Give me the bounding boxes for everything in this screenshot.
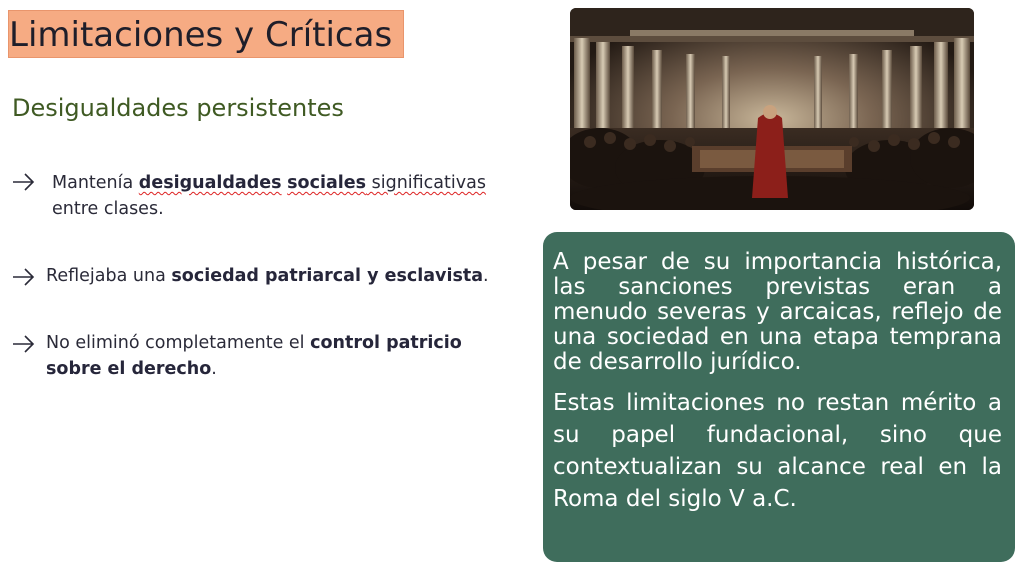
bullet-bold: control patricio	[310, 333, 462, 353]
summary-panel	[543, 232, 1015, 562]
arrow-right-icon	[12, 172, 36, 192]
bullet-text: Mantenía	[52, 173, 139, 193]
bullet-bold: desigualdades	[138, 173, 282, 193]
panel-paragraph-1: A pesar de su importancia histórica, las sanciones previstas eran a menudo severas y arcaicas, reflejo de una sociedad en una etapa temprana de desarrollo jurídico.	[553, 249, 1002, 375]
section-subtitle: Desigualdades persistentes	[12, 94, 344, 122]
senate-illustration	[570, 8, 974, 210]
bullet-item-1	[52, 170, 512, 222]
bullet-bold: sobre el derecho	[46, 359, 212, 379]
page-title: Limitaciones y Críticas	[9, 15, 393, 55]
bullet-text: entre clases.	[52, 199, 164, 219]
arrow-right-icon	[12, 334, 36, 354]
bullet-item-3: No eliminó completamente el control patricio sobre el derecho.	[46, 333, 462, 379]
bullet-text: significativas	[366, 173, 486, 193]
arrow-right-icon	[12, 267, 36, 287]
bullet-item-2: Reflejaba una sociedad patriarcal y esclavista.	[46, 266, 489, 286]
title-box	[8, 10, 404, 58]
bullet-bold: sociales	[287, 173, 367, 193]
bullet-bold: sociedad patriarcal y esclavista	[171, 266, 484, 286]
panel-paragraph-2: Estas limitaciones no restan mérito a su papel fundacional, sino que contextualizan su alcance real en la Roma del siglo V a.C.	[553, 390, 1002, 512]
